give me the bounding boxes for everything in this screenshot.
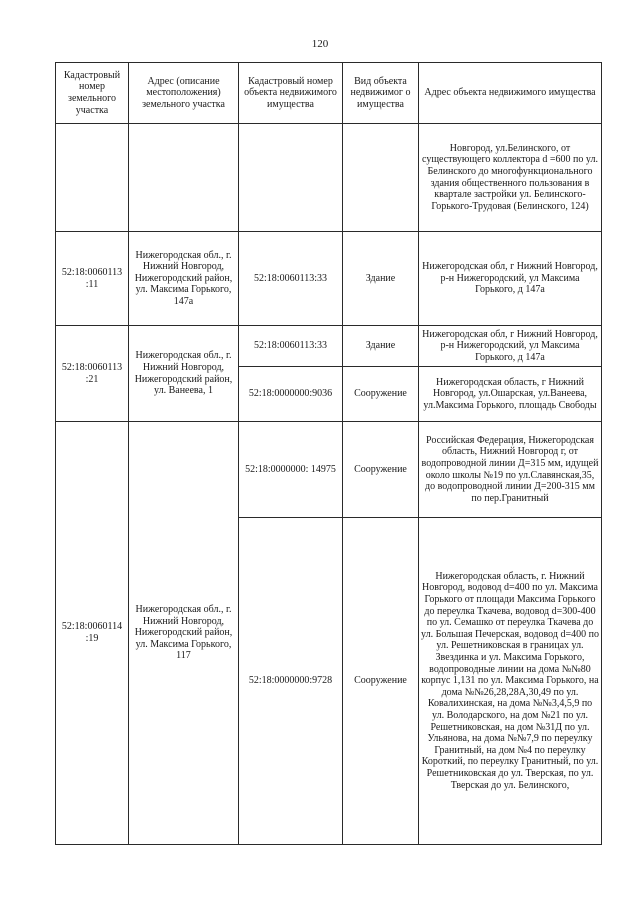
- land-number-cell: 52:18:0060114 :19: [56, 422, 129, 845]
- table-row: [56, 422, 602, 518]
- table-row: [56, 326, 602, 367]
- object-type-cell: Здание: [343, 326, 419, 367]
- land-number-cell: [56, 124, 129, 232]
- object-type-cell: Сооружение: [343, 367, 419, 422]
- land-address-cell: Нижегородская обл., г. Нижний Новгород, Нижегородский район, ул. Максима Горького, 147а: [129, 232, 239, 326]
- object-type-cell: [343, 124, 419, 232]
- land-address-cell: Нижегородская обл., г. Нижний Новгород, Нижегородский район, ул. Максима Горького, 117: [129, 422, 239, 845]
- object-address-cell: Нижегородская обл, г Нижний Новгород, р-н Нижегородский, ул Максима Горького, д 147а: [419, 326, 602, 367]
- object-address-cell: Российская Федерация, Нижегородская область, Нижний Новгород г, от водопроводной линии Д=315 мм, идущей около школы №19 по ул.Славянская,35, до водопроводной линии Д=200-315 мм по пер.Гранитный: [419, 422, 602, 518]
- object-type-cell: Здание: [343, 232, 419, 326]
- header-object-type: Вид объекта недвижимог о имущества: [343, 63, 419, 124]
- table-row: [56, 124, 602, 232]
- land-address-cell: Нижегородская обл., г. Нижний Новгород, Нижегородский район, ул. Ванеева, 1: [129, 326, 239, 422]
- cadastral-table: [55, 62, 602, 845]
- land-address-cell: [129, 124, 239, 232]
- header-object-address: Адрес объекта недвижимого имущества: [419, 63, 602, 124]
- object-address-cell: Нижегородская область, г. Нижний Новгород, водовод d=400 по ул. Максима Горького от площади Максима Горького до переулка Ткачева, водовод d=300-400 по ул. Семашко от переулка Ткачева до ул. Большая Печерская, водовод d=400 по ул. Решетниковская в границах ул. Звездинка и ул. Максима Горького, водопроводные линии на дома №№80 корпус 1,131 по ул. Максима Горького, на дома №№26,28,28А,30,49 по ул. Ковалихинская, на дома №№3,4,5,9 по ул. Володарского, на дом №21 по ул. Решетниковская, на дом №31Д по ул. Ульянова, на дома №№7,9 по переулку Гранитный, на дом №4 по переулку Короткий, по переулку Гранитный, по ул. Решетниковская до ул. Тверская, по ул. Тверская до ул. Белинского,: [419, 518, 602, 845]
- object-number-cell: 52:18:0000000: 14975: [239, 422, 343, 518]
- object-number-cell: 52:18:0000000:9728: [239, 518, 343, 845]
- object-number-cell: 52:18:0060113:33: [239, 326, 343, 367]
- object-number-cell: 52:18:0000000:9036: [239, 367, 343, 422]
- object-number-cell: [239, 124, 343, 232]
- header-object-number: Кадастровый номер объекта недвижимого имущества: [239, 63, 343, 124]
- page-number: 120: [311, 38, 329, 50]
- header-land-number: Кадастровый номер земельного участка: [56, 63, 129, 124]
- object-address-cell: Нижегородская обл, г Нижний Новгород, р-н Нижегородский, ул Максима Горького, д 147а: [419, 232, 602, 326]
- object-type-cell: Сооружение: [343, 422, 419, 518]
- land-number-cell: 52:18:0060113 :21: [56, 326, 129, 422]
- object-type-cell: Сооружение: [343, 518, 419, 845]
- object-number-cell: 52:18:0060113:33: [239, 232, 343, 326]
- object-address-cell: Новгород, ул.Белинского, от существующего коллектора d =600 по ул. Белинского до многофункционального здания общественного пользования в квартале застройки ул. Белинского-Горького-Трудовая (Белинского, 124): [419, 124, 602, 232]
- table-header-row: [56, 63, 602, 124]
- object-address-cell: Нижегородская область, г Нижний Новгород, ул.Ошарская, ул.Ванеева, ул.Максима Горького, площадь Свободы: [419, 367, 602, 422]
- land-number-cell: 52:18:0060113 :11: [56, 232, 129, 326]
- table-row: [56, 232, 602, 326]
- header-land-address: Адрес (описание местоположения) земельного участка: [129, 63, 239, 124]
